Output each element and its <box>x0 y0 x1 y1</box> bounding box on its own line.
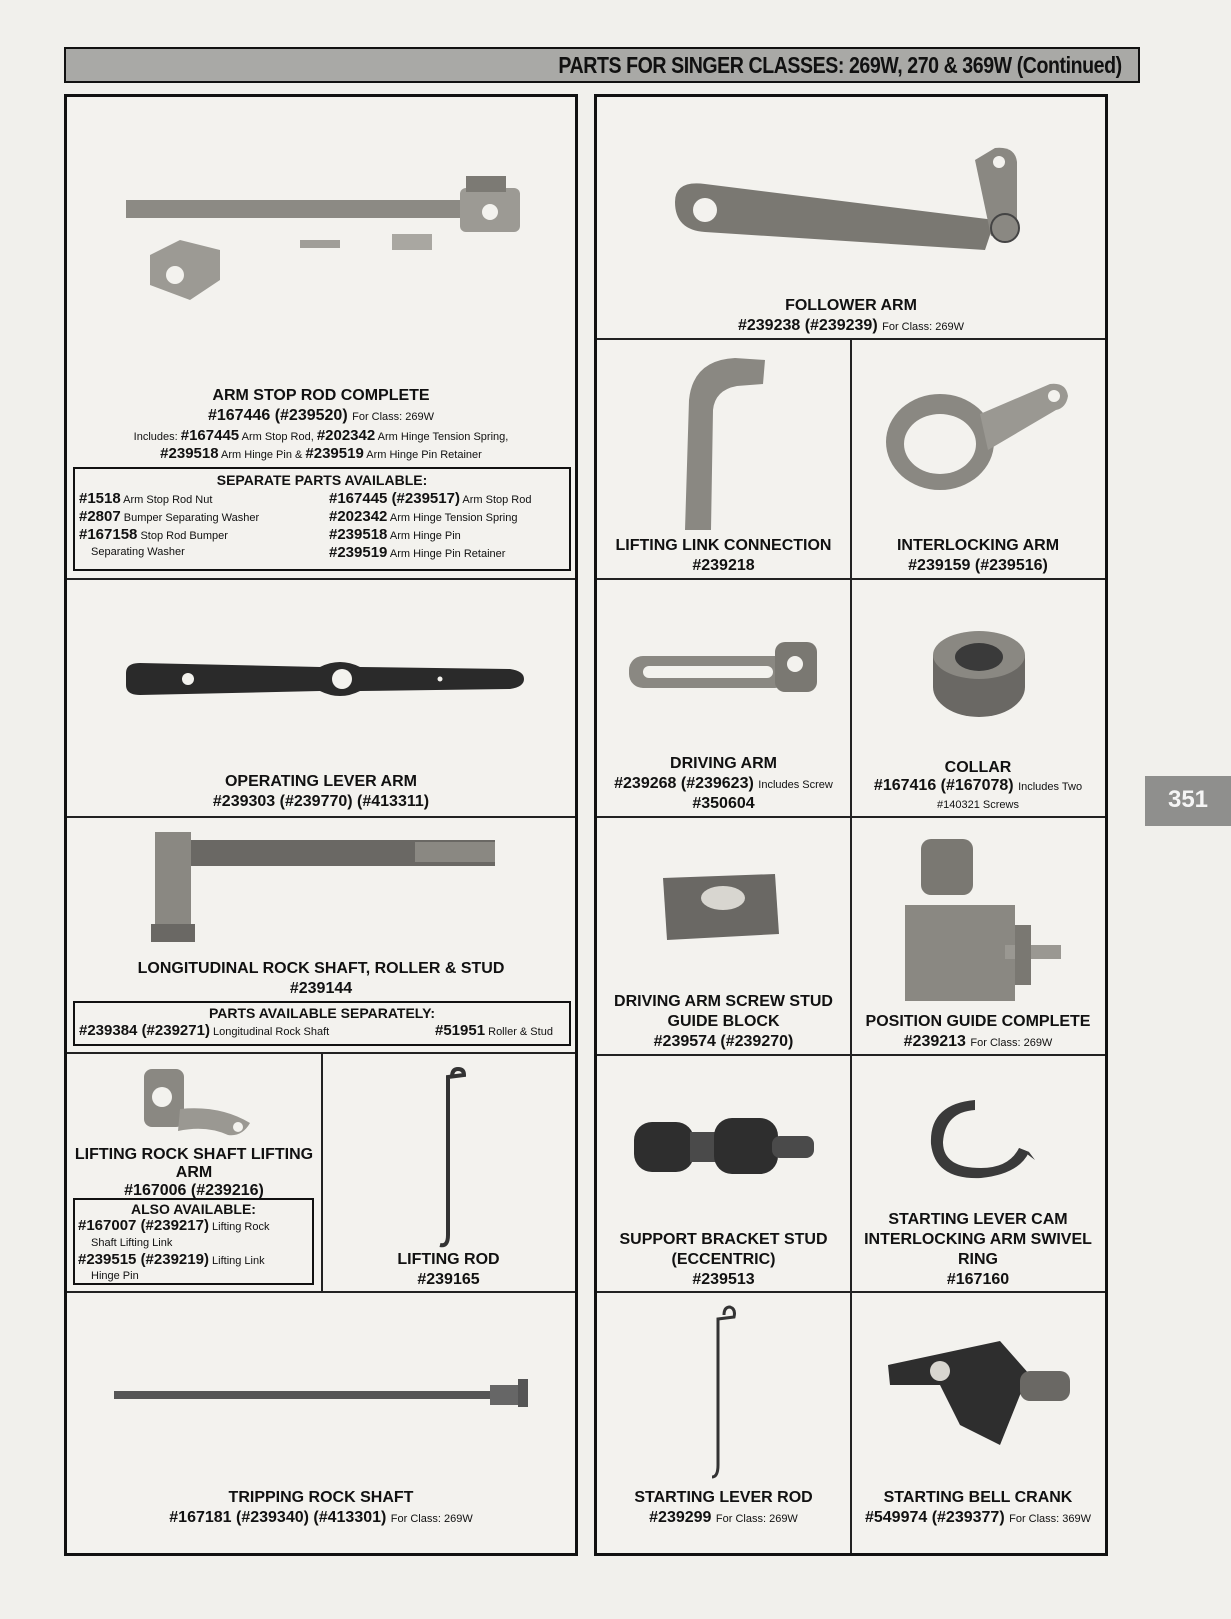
separate-right-item: #167445 (#239517) Arm Stop Rod <box>329 490 532 507</box>
operating-lever-arm-image <box>120 655 530 705</box>
starting-lever-rod-number-line <box>597 1508 850 1529</box>
operating-lever-number: #239303 (#239770) (#413311) <box>212 793 430 810</box>
follower-number-line <box>597 316 1105 337</box>
include-text: Arm Stop Rod, <box>241 431 314 443</box>
position-guide-class-note: For Class: 269W <box>970 1037 1053 1049</box>
arm-stop-rod-number: #167446 (#239520) <box>207 407 348 424</box>
driving-arm-number: #239268 (#239623) <box>614 775 754 792</box>
arm-stop-rod-number-line <box>67 406 575 427</box>
arm-stop-rod-includes <box>67 428 575 445</box>
separate-part: #239384 (#239271) Longitudinal Rock Shaft <box>79 1022 330 1039</box>
lifting-arm-title-1: LIFTING ROCK SHAFT LIFTING <box>74 1146 314 1163</box>
interlocking-number: #239159 (#239516) <box>908 557 1048 574</box>
guide-block-image <box>655 868 785 948</box>
starting-lever-rod-class-note: For Class: 269W <box>715 1513 798 1525</box>
arm-stop-rod-title: ARM STOP ROD COMPLETE <box>212 387 430 404</box>
also-item-extra: Shaft Lifting Link <box>91 1237 173 1249</box>
page-number-tab <box>1145 776 1231 826</box>
separate-parts-title: SEPARATE PARTS AVAILABLE: <box>216 472 428 488</box>
guide-block-number: #239574 (#239270) <box>653 1033 794 1050</box>
separate-left-item: #2807 Bumper Separating Washer <box>79 508 260 525</box>
cam-ring-title-2: INTERLOCKING ARM SWIVEL <box>864 1231 1092 1248</box>
rock-shaft-image <box>145 828 505 948</box>
bell-crank-class-note: For Class: 369W <box>1009 1513 1092 1525</box>
driving-arm-number-line <box>597 774 850 795</box>
driving-arm-title: DRIVING ARM <box>670 755 777 772</box>
tripping-class-note: For Class: 269W <box>390 1513 473 1525</box>
lifting-link-image <box>675 350 785 535</box>
separate-right-item: #239519 Arm Hinge Pin Retainer <box>329 544 506 561</box>
cam-ring-image <box>915 1090 1045 1190</box>
driving-arm-number-2: #350604 <box>692 795 755 812</box>
also-available-title: ALSO AVAILABLE: <box>131 1201 256 1217</box>
separate-right-item: #202342 Arm Hinge Tension Spring <box>329 508 518 525</box>
position-guide-number: #239213 <box>903 1033 966 1050</box>
follower-class-note: For Class: 269W <box>882 321 965 333</box>
arm-stop-rod-class-note: For Class: 269W <box>352 411 435 423</box>
include-text: Arm Hinge Pin Retainer <box>366 449 482 461</box>
divider <box>67 578 575 580</box>
bell-crank-number: #549974 (#239377) <box>864 1509 1005 1526</box>
cam-ring-number: #167160 <box>946 1271 1010 1288</box>
lifting-arm-title-2: ARM <box>175 1164 213 1181</box>
parts-separately-box <box>73 1001 571 1046</box>
tripping-title: TRIPPING ROCK SHAFT <box>228 1489 414 1506</box>
separate-right-item: #239518 Arm Hinge Pin <box>329 526 461 543</box>
collar-number: #167416 (#167078) <box>873 777 1014 794</box>
include-text: Arm Hinge Pin & <box>221 449 303 461</box>
bell-crank-image <box>880 1335 1080 1455</box>
lifting-rod-number: #239165 <box>417 1271 480 1288</box>
page-header <box>64 47 1140 83</box>
lifting-rod-image <box>430 1065 470 1255</box>
tripping-number-line <box>67 1508 575 1529</box>
bell-crank-number-line <box>851 1508 1105 1529</box>
starting-lever-rod-number: #239299 <box>649 1509 712 1526</box>
bell-crank-title: STARTING BELL CRANK <box>883 1489 1073 1506</box>
support-stud-title-1: SUPPORT BRACKET STUD <box>619 1231 828 1248</box>
collar-note: Includes Two <box>1018 781 1083 793</box>
includes-label: Includes: <box>133 431 178 443</box>
collar-image <box>925 625 1035 725</box>
follower-number: #239238 (#239239) <box>737 317 878 334</box>
operating-lever-title: OPERATING LEVER ARM <box>224 773 417 790</box>
position-guide-image <box>895 835 1065 1005</box>
lifting-arm-image <box>130 1065 270 1145</box>
header-title: PARTS FOR SINGER CLASSES: 269W, 270 & 369W (Continued) <box>558 52 1122 78</box>
tripping-number: #167181 (#239340) (#413301) <box>169 1509 387 1526</box>
include-number: #239518 <box>160 445 219 462</box>
cam-ring-title-1: STARTING LEVER CAM <box>888 1211 1068 1228</box>
driving-arm-image <box>625 630 825 700</box>
position-guide-title: POSITION GUIDE COMPLETE <box>865 1013 1091 1030</box>
lifting-arm-number: #167006 (#239216) <box>124 1182 264 1199</box>
also-available-box <box>73 1198 314 1285</box>
parts-separately-title: PARTS AVAILABLE SEPARATELY: <box>208 1005 436 1021</box>
separate-parts-box <box>73 467 571 571</box>
rock-shaft-number: #239144 <box>289 980 353 997</box>
include-text: Arm Hinge Tension Spring, <box>377 431 509 443</box>
separate-left-item: #167158 Stop Rod Bumper <box>79 526 228 543</box>
support-stud-title-2: (ECCENTRIC) <box>671 1251 776 1268</box>
support-stud-image <box>630 1112 820 1182</box>
divider <box>67 816 575 818</box>
divider <box>850 339 852 1553</box>
position-guide-number-line <box>851 1032 1105 1053</box>
include-number: #167445 <box>180 427 240 444</box>
interlocking-title: INTERLOCKING ARM <box>896 537 1060 554</box>
rock-shaft-title: LONGITUDINAL ROCK SHAFT, ROLLER & STUD <box>137 960 505 977</box>
support-stud-number: #239513 <box>692 1271 755 1288</box>
separate-left-extra: Separating Washer <box>91 546 185 558</box>
collar-note-2: #140321 Screws <box>937 799 1019 811</box>
tripping-rock-shaft-image <box>110 1375 540 1415</box>
follower-arm-image <box>665 140 1045 270</box>
cam-ring-title-3: RING <box>958 1251 998 1268</box>
lifting-link-number: #239218 <box>692 557 755 574</box>
follower-title: FOLLOWER ARM <box>785 297 917 314</box>
collar-title: COLLAR <box>944 759 1012 776</box>
separate-part: #51951 Roller & Stud <box>435 1022 553 1039</box>
include-number: #202342 <box>316 427 376 444</box>
starting-lever-rod-title: STARTING LEVER ROD <box>634 1489 813 1506</box>
include-number: #239519 <box>305 445 364 462</box>
starting-lever-rod-image <box>700 1305 740 1485</box>
collar-number-line <box>851 776 1105 797</box>
also-item-extra: Hinge Pin <box>91 1270 139 1282</box>
arm-stop-rod-includes-2 <box>67 446 575 463</box>
page-number: 351 <box>1167 786 1209 813</box>
also-item: #167007 (#239217) Lifting Rock <box>78 1217 270 1234</box>
lifting-link-title: LIFTING LINK CONNECTION <box>615 537 832 554</box>
lifting-rod-title: LIFTING ROD <box>397 1251 500 1268</box>
guide-block-title-2: GUIDE BLOCK <box>667 1013 780 1030</box>
driving-arm-note: Includes Screw <box>758 779 833 791</box>
guide-block-title-1: DRIVING ARM SCREW STUD <box>614 993 833 1010</box>
arm-stop-rod-image <box>120 170 540 320</box>
separate-left-item: #1518 Arm Stop Rod Nut <box>79 490 213 507</box>
interlocking-arm-image <box>880 370 1080 510</box>
also-item: #239515 (#239219) Lifting Link <box>78 1251 265 1268</box>
divider <box>67 1291 575 1293</box>
